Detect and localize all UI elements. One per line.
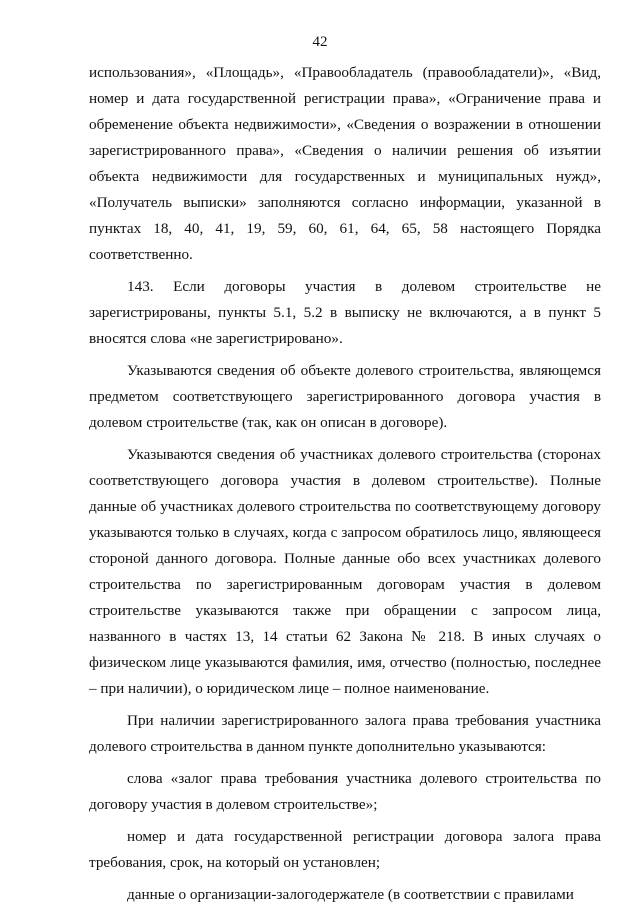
paragraph-pledgee: данные о организации-залогодержателе (в соответствии с правилами [127,886,574,903]
paragraph-pledge-registration: номер и дата государственной регистрации договора залога права требования, срок, на который он установлен; [89,828,601,871]
document-body [89,60,601,914]
paragraph-object: Указываются сведения об объекте долевого строительства, являющемся предметом соответствующего зарегистрированного договора участия в долевом строительстве (так, как он описан в договоре). [89,362,601,431]
paragraph-continuation: использования», «Площадь», «Правообладатель (правообладатели)», «Вид, номер и дата государственной регистрации права», «Ограничение права и обременение объекта недвижимости», «Сведения о возражении в отношении зарегистрированного права», «Сведения о наличии решения об изъятии объекта недвижимости для государственных и муниципальных нужд», «Получатель выписки» заполняются согласно информации, указанной в пунктах 18, 40, 41, 19, 59, 60, 61, 64, 65, 58 настоящего Порядка соответственно. [89,64,601,263]
paragraph-pledge-words: слова «залог права требования участника долевого строительства по договору участия в долевом строительстве»; [89,770,601,813]
page-number: 42 [312,34,328,50]
paragraph-pledge: При наличии зарегистрированного залога права требования участника долевого строительства в данном пункте дополнительно указываются: [89,712,601,755]
paragraph-143: 143. Если договоры участия в долевом строительстве не зарегистрированы, пункты 5.1, 5.2 в выписку не включаются, а в пункт 5 вносятся слова «не зарегистрировано». [89,278,601,347]
paragraph-participants: Указываются сведения об участниках долевого строительства (сторонах соответствующего договора участия в долевом строительстве). Полные данные об участниках долевого строительства по соответствующему договору указываются только в случаях, когда с запросом обратилось лицо, являющееся стороной данного договора. Полные данные обо всех участниках долевого строительства по зарегистрированным договорам участия в долевом строительстве указываются также при обращении с запросом лица, названного в частях 13, 14 статьи 62 Закона № 218. В иных случаях о физическом лице указываются фамилия, имя, отчество (полностью, последнее – при наличии), о юридическом лице – полное наименование. [89,446,601,697]
